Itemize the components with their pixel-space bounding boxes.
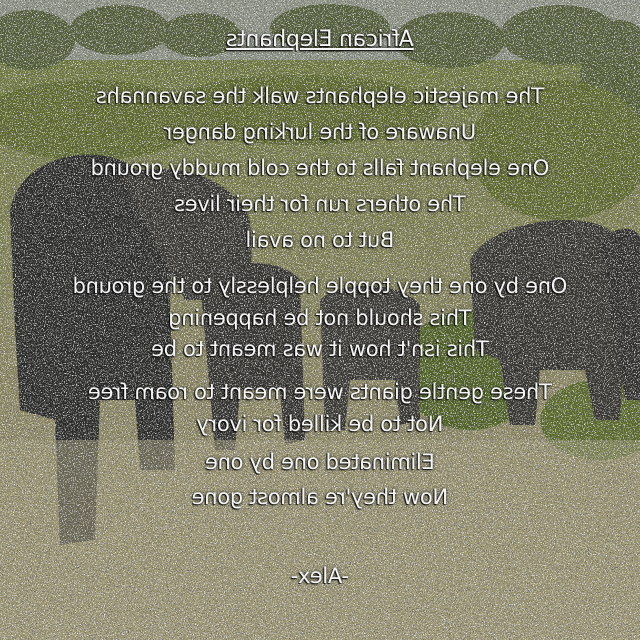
poem-line: One by one they topple helplessly to the ground bbox=[72, 274, 568, 298]
poem-line: This isn't how it was meant to be bbox=[151, 337, 489, 361]
poem-author: -Alex- bbox=[290, 564, 350, 588]
poem-title: African Elephants bbox=[226, 27, 414, 52]
poem-line: This should not be happening bbox=[168, 306, 472, 330]
poem-line: The others run for their lives bbox=[174, 192, 466, 216]
poem-line: Now they're almost gone bbox=[191, 485, 449, 509]
poem-line: But to no avail bbox=[245, 228, 395, 252]
poem-line: These gentle giants were meant to roam free bbox=[88, 380, 552, 404]
poem-line: One elephant falls to the cold muddy ground bbox=[90, 156, 550, 180]
poem-line: Unaware of the lurking danger bbox=[163, 120, 477, 144]
poem-line: Not to be killed for ivory bbox=[196, 412, 444, 436]
poem-line: Eliminated one by one bbox=[205, 450, 435, 474]
poem-line: The majestic elephants walk the savannahs bbox=[96, 84, 544, 108]
